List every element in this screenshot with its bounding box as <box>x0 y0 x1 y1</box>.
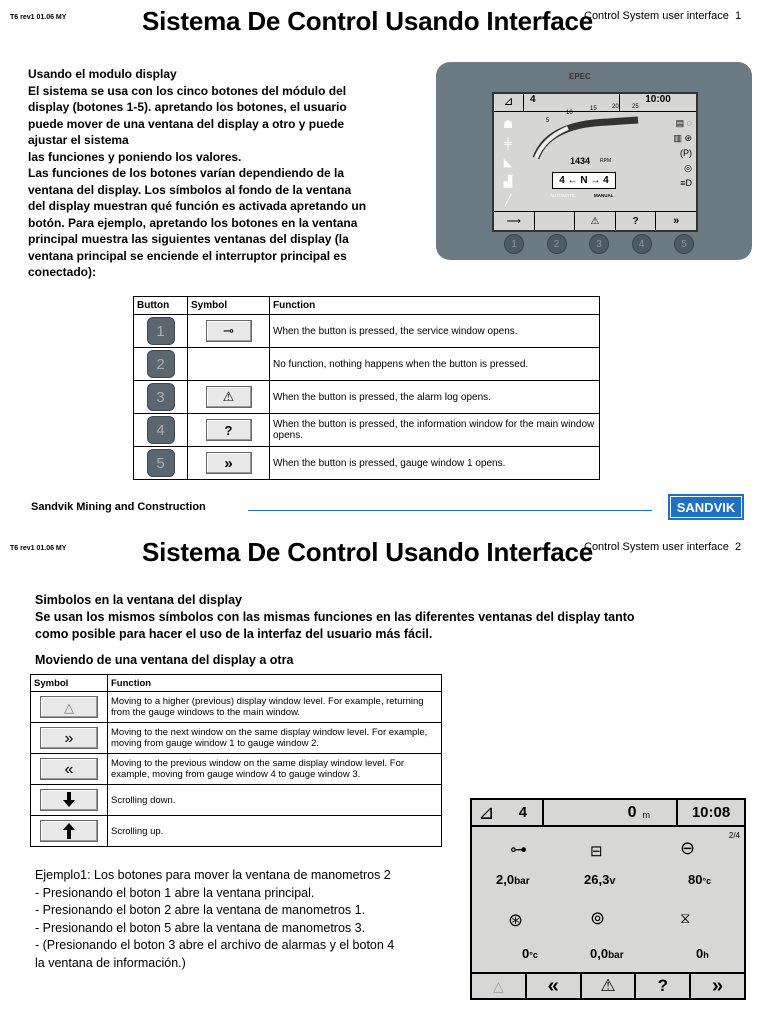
brake-icon: ◎ <box>684 163 692 173</box>
revision-label-2: T6 rev1 01.06 MY <box>10 545 67 552</box>
empty-symbol <box>188 348 270 381</box>
table-header-row <box>31 675 442 692</box>
header-subtitle: Control System user interface <box>584 10 729 22</box>
gauge-value-2-unit: v <box>609 875 616 887</box>
example-line: - Presionando el boton 5 abre la ventana de manometros 3. <box>35 920 366 935</box>
engine-temp-icon: ⊖ <box>680 838 696 858</box>
device-road-icon: ⊿ <box>494 94 524 111</box>
up-triangle-icon: △ <box>40 696 98 718</box>
transmission-pressure-icon: ⊚ <box>590 908 606 928</box>
header-right <box>584 10 741 22</box>
example-line: - Presionando el boton 1 abre la ventana principal. <box>35 885 315 900</box>
button-number-2: 2 <box>147 350 175 378</box>
device-soft-button-3: ⚠ <box>575 212 616 230</box>
intro-line: ventana del display. Los símbolos al fondo de la ventana <box>28 182 352 197</box>
table-row <box>31 723 442 754</box>
device-right-icons <box>656 116 692 191</box>
gauge-window-2 <box>470 798 746 1000</box>
col-header-symbol: Symbol <box>31 675 108 692</box>
table-header-row <box>134 297 600 315</box>
gauge-value-4-unit: °c <box>529 950 538 960</box>
boom-icon: ╱ <box>504 195 512 207</box>
rpm-scale-label-1: 5 <box>546 118 550 124</box>
col-header-symbol: Symbol <box>188 297 270 315</box>
hourglass-icon: ⧖ <box>680 910 691 927</box>
table-row <box>134 348 600 381</box>
symbols-intro <box>35 592 735 643</box>
intro-line: botón. Para ejemplo, apretando los botones en la ventana <box>28 215 358 230</box>
oil-icon: ▤ ◌ <box>675 118 692 128</box>
arrow-down-shape <box>63 792 75 808</box>
header-subtitle-2: Control System user interface <box>584 541 729 553</box>
intro-line: Las funciones de los botones varían dependiendo de la <box>28 166 345 180</box>
table-row <box>134 447 600 480</box>
lift-icon: ╪ <box>504 138 512 150</box>
button-number-3: 3 <box>147 383 175 411</box>
device-soft-button-1: ⟶ <box>494 212 535 230</box>
intro-line: como posible para hacer el uso de la interfaz del usuario más fácil. <box>35 627 433 641</box>
gauge-value-6 <box>696 946 709 961</box>
light-icon: ≡D <box>680 178 692 188</box>
mode-automatic: AUTOMATIC <box>550 193 577 198</box>
table-row <box>134 315 600 348</box>
gauge-value-5-number: 0,0 <box>590 946 609 961</box>
wrench-icon: ⊸ <box>206 320 252 342</box>
warning-icon: ⚠ <box>206 386 252 408</box>
park-brake-icon: (P) <box>680 148 692 158</box>
device-soft-button-4: ? <box>616 212 657 230</box>
hw-button-4[interactable]: 4 <box>632 234 652 254</box>
device-gear: 4 <box>524 94 620 111</box>
transmission-temp-icon: ⊛ <box>508 910 524 930</box>
function-text: Moving to the previous window on the same display window level. For example, moving from gauge window 4 to gauge window 3. <box>108 754 442 785</box>
table-row <box>31 754 442 785</box>
battery-icon: ⊟ <box>590 843 603 860</box>
gauge-distance: 0 <box>627 803 637 821</box>
gauge-gear-cell <box>472 800 544 825</box>
button-number-4: 4 <box>147 416 175 444</box>
gauge-distance-unit: m <box>642 809 650 820</box>
display-module-image <box>436 62 752 260</box>
device-soft-button-2 <box>535 212 576 230</box>
rpm-scale-label-4: 20 <box>612 104 619 110</box>
device-soft-button-5: » <box>673 215 680 227</box>
gauge-value-3-unit: °c <box>702 876 712 886</box>
gauge-value-2-number: 26,3 <box>584 872 610 887</box>
gear-indicator: 4 ← N → 4 <box>552 172 616 189</box>
soft-button-up[interactable]: △ <box>472 974 527 998</box>
rpm-scale-label-2: 10 <box>566 110 573 116</box>
symbol-function-table <box>30 674 442 847</box>
arrow-down-icon <box>40 789 98 811</box>
button-number-5: 5 <box>147 449 175 477</box>
arrow-up-shape <box>63 823 75 839</box>
function-text: When the button is pressed, the service window opens. <box>270 315 600 348</box>
device-clock: 10:00 <box>645 94 671 105</box>
gauge-clock: 10:08 <box>691 804 731 821</box>
intro-line: conectado): <box>28 265 97 279</box>
function-text: When the button is pressed, the information window for the main window opens. <box>270 414 600 447</box>
example-line: la ventana de información.) <box>35 955 186 970</box>
gauge-value-6-unit: h <box>703 950 709 960</box>
intro-line: Se usan los mismos símbolos con las mismas funciones en las diferentes ventanas del display tanto <box>35 610 635 624</box>
intro-line: display (botones 1-5). apretando los botones, el usuario <box>28 100 347 114</box>
mode-manual: MANUAL <box>594 193 614 198</box>
example-line: - Presionando el boton 2 abre la ventana de manometros 1. <box>35 903 366 917</box>
device-bottom-bar <box>494 211 696 230</box>
arrow-up-icon <box>40 820 98 842</box>
intro-line: ventana principal se enciende el interruptor principal es <box>28 248 347 263</box>
table-row <box>31 816 442 847</box>
intro-line: Usando el modulo display <box>28 67 177 81</box>
gauge-value-1-number: 2,0 <box>496 872 515 887</box>
intro-paragraph <box>28 66 428 281</box>
hw-button-1[interactable]: 1 <box>504 234 524 254</box>
intro-line: principal muestra las siguientes ventanas del display (la <box>28 232 349 246</box>
bucket-icon: ◣ <box>503 157 513 169</box>
example-line: - (Presionando el boton 3 abre el archivo de alarmas y el boton 4 <box>35 938 395 952</box>
page-number: 1 <box>735 10 742 22</box>
soft-button-alarm[interactable]: ⚠ <box>582 974 637 998</box>
gauge-value-6-number: 0 <box>696 946 704 961</box>
intro-line: del display muestran qué función es activada apretando un <box>28 199 367 213</box>
footer-company: Sandvik Mining and Construction <box>31 501 206 513</box>
col-header-function: Function <box>108 675 442 692</box>
gauge-value-3-number: 80 <box>688 872 703 887</box>
function-text: When the button is pressed, the alarm log opens. <box>270 381 600 414</box>
page-title-2: Sistema De Control Usando Interface <box>142 537 593 567</box>
function-text: Scrolling down. <box>108 785 442 816</box>
intro-line: El sistema se usa con los cinco botones del módulo del <box>28 83 347 98</box>
rpm-scale-label-5: 25 <box>632 104 639 110</box>
soft-button-next[interactable]: » <box>712 974 724 997</box>
footer-divider <box>248 510 652 511</box>
table-row <box>31 692 442 723</box>
rpm-unit: RPM <box>600 158 612 164</box>
intro-line: ajustar el sistema <box>28 133 129 147</box>
gauge-value-4 <box>522 946 538 961</box>
gauge-value-1 <box>496 872 530 887</box>
double-chevron-left-icon: « <box>40 758 98 780</box>
header-right-2 <box>584 541 741 553</box>
button-function-table <box>133 296 600 480</box>
hw-button-5[interactable]: 5 <box>674 234 694 254</box>
gauge-value-4-number: 0 <box>522 946 530 961</box>
hw-button-3[interactable]: 3 <box>589 234 609 254</box>
gauge-gear: 4 <box>518 804 528 821</box>
intro-line: las funciones y poniendo los valores. <box>28 149 242 164</box>
gauge-value-3 <box>688 872 711 887</box>
soft-button-prev[interactable]: « <box>527 974 582 998</box>
function-text: No function, nothing happens when the button is pressed. <box>270 348 600 381</box>
function-text: Scrolling up. <box>108 816 442 847</box>
hw-button-2[interactable]: 2 <box>547 234 567 254</box>
table-row <box>134 381 600 414</box>
gauge-distance-cell <box>544 800 678 825</box>
col-header-button: Button <box>134 297 188 315</box>
page-title: Sistema De Control Usando Interface <box>142 6 593 36</box>
page-number-2: 2 <box>735 541 742 553</box>
button-number-1: 1 <box>147 317 175 345</box>
road-icon: ⊿ <box>478 802 495 824</box>
revision-label: T6 rev1 01.06 MY <box>10 14 67 21</box>
double-chevron-right-icon: » <box>206 452 252 474</box>
gauge-value-1-unit: bar <box>514 876 530 887</box>
person-icon: ☗ <box>503 119 513 131</box>
col-header-function: Function <box>270 297 600 315</box>
table-row <box>31 785 442 816</box>
gauge-top-bar <box>472 800 744 827</box>
steering-icon: ▥ ⊛ <box>673 133 692 143</box>
function-text: When the button is pressed, gauge window 1 opens. <box>270 447 600 480</box>
question-icon: ? <box>206 419 252 441</box>
engine-oil-icon: ⊶ <box>510 840 527 859</box>
device-screen <box>492 92 698 232</box>
gauge-page-indicator: 2/4 <box>728 831 740 840</box>
boot-icon: ▟ <box>503 176 513 188</box>
example-text <box>35 867 455 972</box>
double-chevron-right-icon: » <box>40 727 98 749</box>
device-left-icons <box>498 116 518 211</box>
sandvik-logo: SANDVIK <box>668 494 744 520</box>
gauge-bottom-bar <box>472 972 744 998</box>
gauge-value-2 <box>584 872 615 887</box>
section-heading: Moviendo de una ventana del display a otra <box>35 653 294 667</box>
intro-line: puede mover de una ventana del display a otro y puede <box>28 116 345 131</box>
gauge-value-5-unit: bar <box>608 950 624 961</box>
table-row <box>134 414 600 447</box>
intro-line: Simbolos en la ventana del display <box>35 593 243 607</box>
rpm-value: 1434 <box>570 156 591 166</box>
rpm-scale-label-3: 15 <box>590 106 597 112</box>
hardware-buttons <box>504 234 694 254</box>
soft-button-info[interactable]: ? <box>636 974 691 998</box>
function-text: Moving to a higher (previous) display window level. For example, returning from the gauge windows to the main window. <box>108 692 442 723</box>
example-line: Ejemplo1: Los botones para mover la ventana de manometros 2 <box>35 868 391 882</box>
device-brand: EPEC <box>569 72 591 81</box>
gauge-value-5 <box>590 946 624 961</box>
function-text: Moving to the next window on the same display window level. For example, moving from gauge window 1 to gauge window 2. <box>108 723 442 754</box>
